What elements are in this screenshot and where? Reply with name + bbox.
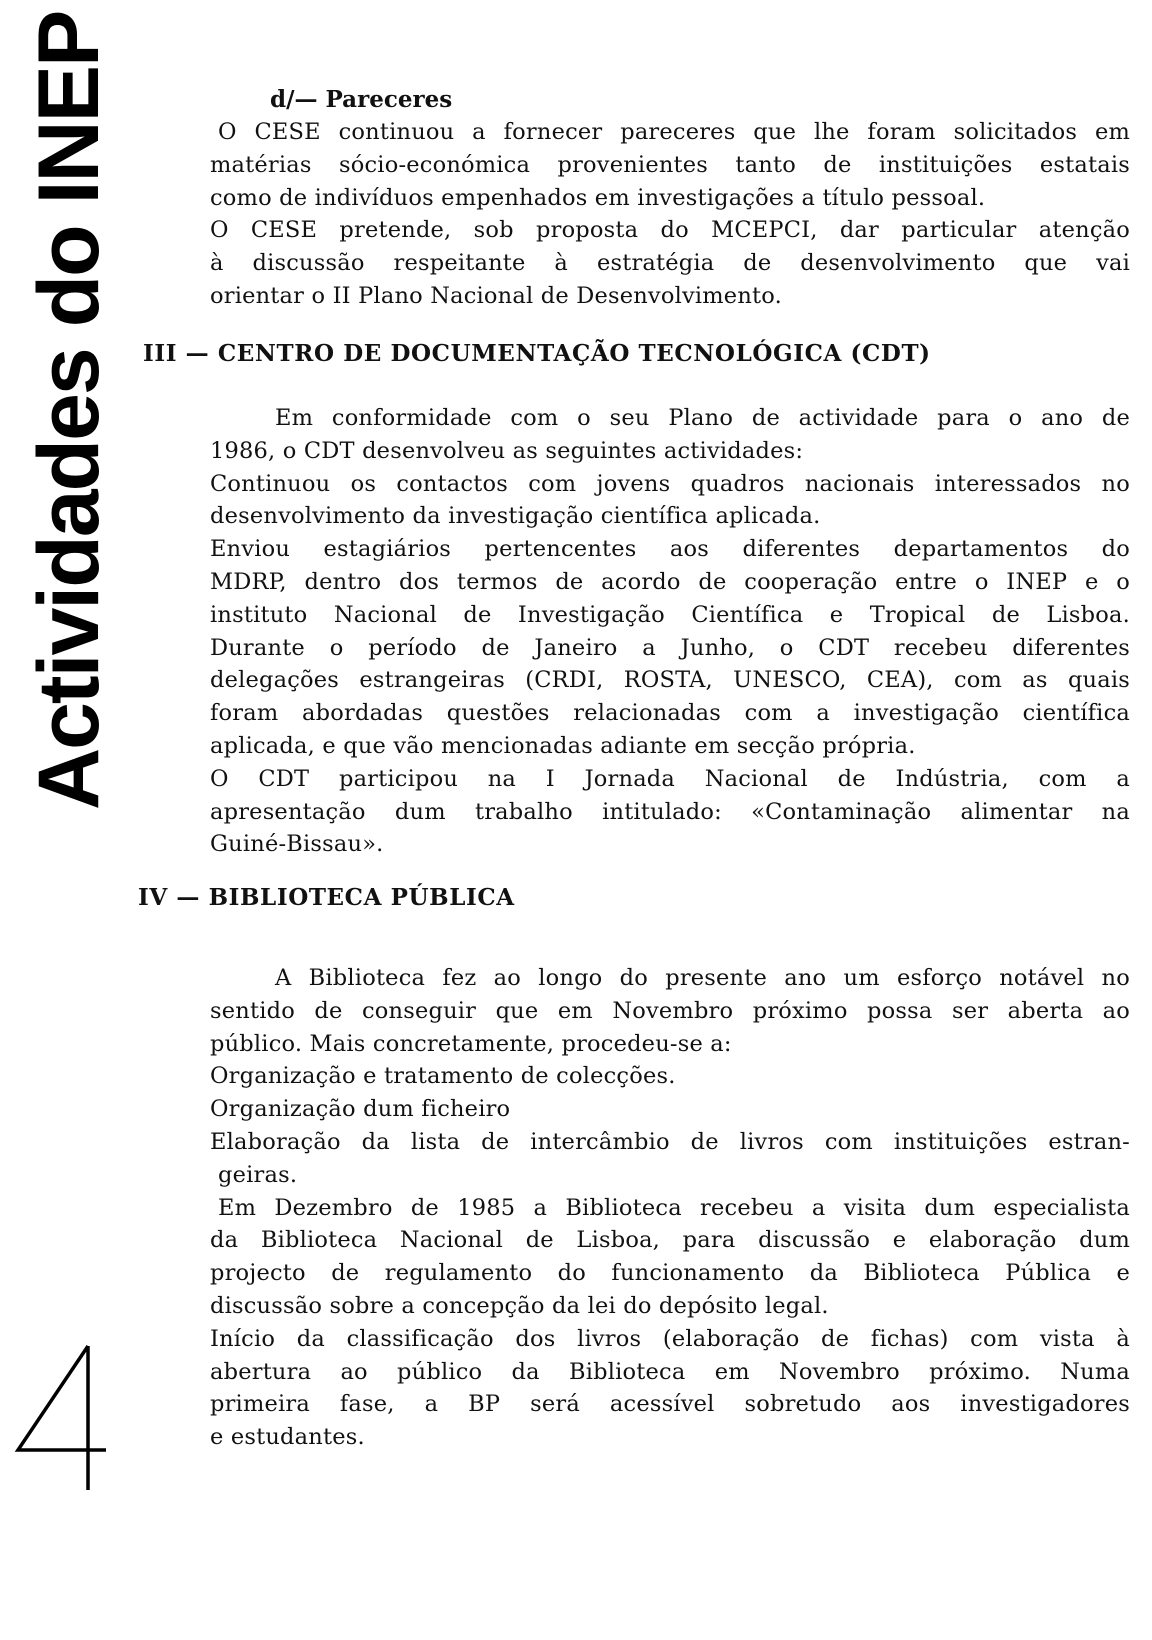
biblioteca-body (210, 962, 1130, 1454)
text-line: O CDT participou na I Jornada Nacional de Indústria, com a (210, 765, 1130, 792)
text-line: abertura ao público da Biblioteca em Novembro próximo. Numa (210, 1358, 1130, 1385)
text-line: Início da classificação dos livros (elaboração de fichas) com vista à (210, 1325, 1130, 1352)
text-line: Guiné-Bissau». (210, 831, 384, 858)
text-line: A Biblioteca fez ao longo do presente ano um esforço notável no (275, 965, 1130, 991)
text-line: orientar o II Plano Nacional de Desenvolvimento. (210, 282, 782, 309)
text-line: público. Mais concretamente, procedeu-se a: (210, 1030, 732, 1057)
text-line: geiras. (218, 1161, 298, 1188)
text-line: Organização dum ficheiro (210, 1096, 511, 1123)
text-line: apresentação dum trabalho intitulado: «Contaminação alimentar na (210, 798, 1130, 825)
text-line: Durante o período de Janeiro a Junho, o CDT recebeu diferentes (210, 634, 1130, 661)
text-line: desenvolvimento da investigação científica aplicada. (210, 503, 821, 530)
text-line: e estudantes. (210, 1424, 365, 1451)
side-title: Actividades do INEP (21, 11, 117, 810)
pareceres-body (210, 116, 1130, 313)
text-line: O CESE pretende, sob proposta do MCEPCI, dar particular atenção (210, 217, 1130, 244)
text-line: matérias sócio-económica provenientes tanto de instituições estatais (210, 151, 1130, 178)
text-line: MDRP, dentro dos termos de acordo de cooperação entre o INEP e o (210, 568, 1130, 595)
cdt-body (210, 402, 1130, 861)
text-line: sentido de conseguir que em Novembro próximo possa ser aberta ao (210, 997, 1130, 1024)
pareceres-heading: d/— Pareceres (270, 86, 453, 113)
page-number (10, 1340, 110, 1510)
biblioteca-heading: IV — BIBLIOTECA PÚBLICA (138, 884, 515, 911)
text-line: primeira fase, a BP será acessível sobretudo aos investigadores (210, 1391, 1130, 1418)
text-line: Em Dezembro de 1985 a Biblioteca recebeu a visita dum especialista (218, 1194, 1130, 1221)
text-line: foram abordadas questões relacionadas com a investigação científica (210, 700, 1130, 727)
text-line: Continuou os contactos com jovens quadros nacionais interessados no (210, 470, 1130, 497)
text-line: delegações estrangeiras (CRDI, ROSTA, UNESCO, CEA), com as quais (210, 667, 1130, 694)
text-line: instituto Nacional de Investigação Científica e Tropical de Lisboa. (210, 601, 1130, 628)
text-line: Organização e tratamento de colecções. (210, 1063, 676, 1090)
text-line: Enviou estagiários pertencentes aos diferentes departamentos do (210, 536, 1130, 563)
text-line: projecto de regulamento do funcionamento da Biblioteca Pública e (210, 1260, 1130, 1287)
text-line: 1986, o CDT desenvolveu as seguintes actividades: (210, 437, 804, 464)
text-line: Elaboração da lista de intercâmbio de livros com instituições estran- (210, 1128, 1130, 1155)
text-line: discussão sobre a concepção da lei do depósito legal. (210, 1292, 829, 1319)
text-line: O CESE continuou a fornecer pareceres que lhe foram solicitados em (218, 119, 1130, 145)
text-line: da Biblioteca Nacional de Lisboa, para discussão e elaboração dum (210, 1227, 1130, 1254)
text-line: Em conformidade com o seu Plano de actividade para o ano de (275, 405, 1130, 431)
cdt-heading: III — CENTRO DE DOCUMENTAÇÃO TECNOLÓGICA (CDT) (143, 340, 931, 367)
text-line: à discussão respeitante à estratégia de desenvolvimento que vai (210, 250, 1130, 277)
text-line: aplicada, e que vão mencionadas adiante em secção própria. (210, 732, 916, 759)
text-line: como de indivíduos empenhados em investigações a título pessoal. (210, 184, 986, 211)
